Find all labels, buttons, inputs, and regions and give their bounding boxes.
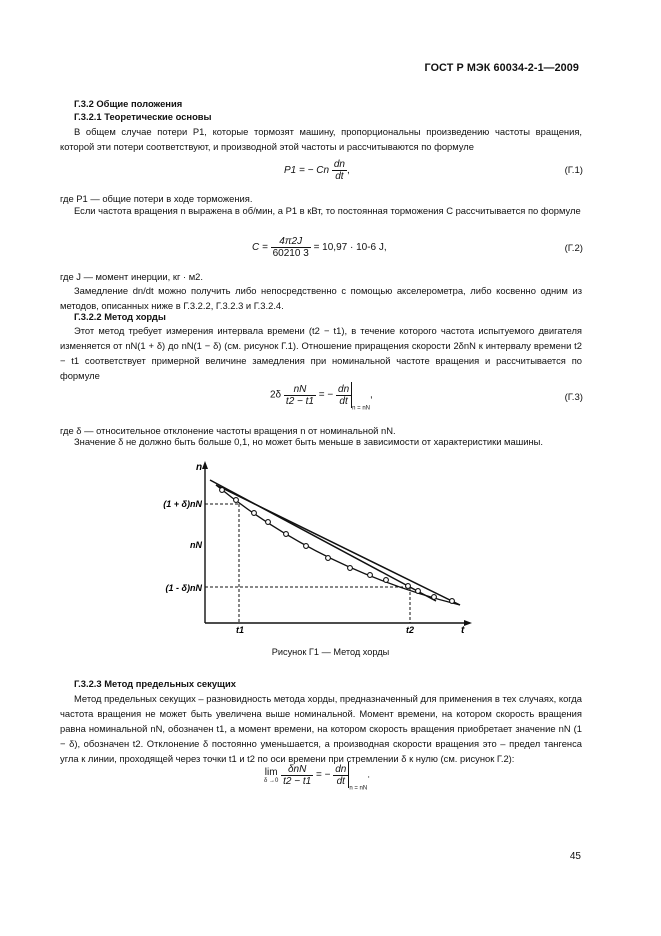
paragraph-where-delta: где δ — относительное отклонение частоты вращения n от номинальной nN. (60, 425, 396, 436)
eq2-denominator: 60210 3 (272, 248, 309, 259)
eq4-mid: = − (315, 769, 331, 781)
eq1-lhs: P1 = − Cn (284, 165, 330, 177)
eq2-fraction (271, 236, 311, 259)
eq4-numerator-1: δnN (281, 764, 313, 776)
data-point (252, 511, 257, 516)
eq4-denominator-1: t2 − t1 (283, 775, 312, 787)
data-point (432, 595, 437, 600)
measured-points (220, 488, 455, 604)
x-axis-arrow (464, 620, 472, 626)
data-point (304, 544, 309, 549)
eq3-lhs: 2δ (270, 389, 282, 401)
paragraph-constant: Если частота вращения n выражена в об/мин, а P1 в кВт, то постоянная торможения C рассчитывается по формуле (74, 205, 581, 216)
document-code: ГОСТ Р МЭК 60034-2-1—2009 (424, 62, 579, 74)
data-point (406, 584, 411, 589)
eq2-lhs: C = (252, 242, 268, 254)
section-heading-g322: Г.3.2.2 Метод хорды (74, 311, 166, 322)
equation-number-g1: (Г.1) (564, 165, 583, 176)
paragraph-limit-secant: Метод предельных секущих – разновидность метода хорды, предназначенный для применения в тех случаях, когда частота вращения не может быть увеличена выше номинальной. Момент времени, на котором скорость вращения равна номинальной nN, обозначен t1, а момент времени, на котором скорость вращения приобретает значение nN (1 − δ), обозначен t2. Отклонение δ постоянно уменьшается, а производная скорости вращения это – предел тангенса угла к линии, проходящей через точки t1 и t2 по оси времени при стремлении δ к нулю (см. рисунок Г.2): (60, 693, 582, 764)
y-axis-label: n (196, 462, 203, 473)
eq3-mid: = − (318, 389, 334, 401)
eq4-lim-subscript: δ →0 (264, 777, 279, 784)
x-axis-label: t (461, 625, 465, 635)
chord-method-figure (150, 455, 480, 635)
y-tick-lower: (1 - δ)nN (165, 583, 202, 593)
figure-caption: Рисунок Г1 — Метод хорды (271, 647, 390, 657)
eq1-tail: , (346, 165, 350, 177)
paragraph-chord-method: Этот метод требует измерения интервала времени (t2 − t1), в течение которого частота испытуемого двигателя изменяется от nN(1 + δ) до nN(1 − δ) (см. рисунок Г.1). Отношение приращения скорости 2δnN к интервалу времени t2 − t1 соответствует примерной величине замедления при номинальной частоте вращения и рассчитывается по формуле (60, 325, 582, 381)
eq4-numerator-2: dn (335, 763, 347, 775)
data-point (220, 488, 225, 493)
y-tick-nominal: nN (190, 540, 202, 550)
data-point (450, 599, 455, 604)
eq3-eval-subscript: n = nN (352, 405, 371, 412)
paragraph-losses: В общем случае потери P1, которые тормозят машину, пропорциональны произведению частоты вращения, которой эти потери соответствуют, и производной этой частоты и рассчитываются по формуле (60, 126, 582, 152)
eq4-fraction-2 (333, 764, 348, 787)
equation-number-g3: (Г.3) (564, 392, 583, 403)
y-axis-arrow (202, 461, 208, 469)
eq4-eval-subscript: n = nN (349, 785, 368, 792)
page-number: 45 (569, 851, 581, 862)
data-point (326, 556, 331, 561)
data-point (284, 532, 289, 537)
section-heading-g32: Г.3.2 Общие положения (74, 98, 183, 109)
paragraph-where-p1: где P1 — общие потери в ходе торможения. (60, 193, 253, 204)
eq1-fraction (332, 159, 347, 182)
paragraph-deceleration: Замедление dn/dt можно получить либо непосредственно с помощью акселерометра, либо косвенно одним из методов, описанных ниже в Г.3.2.2, Г.3.2.3 и Г.3.2.4. (60, 285, 582, 311)
eq4-lim: lim (264, 766, 278, 778)
x-tick-t1: t1 (236, 625, 245, 635)
eq3-numerator-2: dn (338, 383, 350, 395)
paragraph-delta-limit: Значение δ не должно быть больше 0,1, но может быть меньше в зависимости от характеристики машины. (74, 436, 543, 447)
eq4-tail: . (367, 769, 370, 781)
eq2-numerator: 4π2J (271, 236, 311, 248)
eq4-denominator-2: dt (336, 775, 345, 787)
section-heading-g321: Г.3.2.1 Теоретические основы (74, 111, 212, 122)
eq1-denominator: dt (335, 171, 344, 182)
data-point (416, 589, 421, 594)
equation-limit (264, 762, 370, 792)
x-tick-t2: t2 (406, 625, 415, 635)
equation-number-g2: (Г.2) (564, 243, 583, 254)
eq3-fraction-2 (336, 384, 351, 407)
data-point (368, 573, 373, 578)
data-point (384, 578, 389, 583)
eq4-eval-bar (348, 762, 349, 788)
eq3-denominator-1: t2 − t1 (285, 395, 314, 407)
data-point (266, 520, 271, 525)
eq3-fraction-1 (284, 384, 316, 407)
eq3-tail: , (370, 389, 373, 401)
data-point (234, 498, 239, 503)
eq3-numerator-1: nN (284, 384, 316, 396)
eq3-eval-bar (351, 382, 352, 408)
eq2-rhs: = 10,97 · 10-6 J, (313, 242, 387, 254)
eq3-denominator-2: dt (339, 395, 348, 407)
section-heading-g323: Г.3.2.3 Метод предельных секущих (74, 678, 236, 689)
equation-g2 (252, 236, 387, 259)
data-point (348, 566, 353, 571)
eq4-fraction-1 (281, 764, 313, 787)
paragraph-where-j: где J — момент инерции, кг · м2. (60, 271, 203, 282)
eq1-numerator: dn (333, 159, 345, 170)
equation-g3 (270, 382, 373, 412)
equation-g1 (284, 159, 350, 182)
y-tick-upper: (1 + δ)nN (163, 499, 202, 509)
